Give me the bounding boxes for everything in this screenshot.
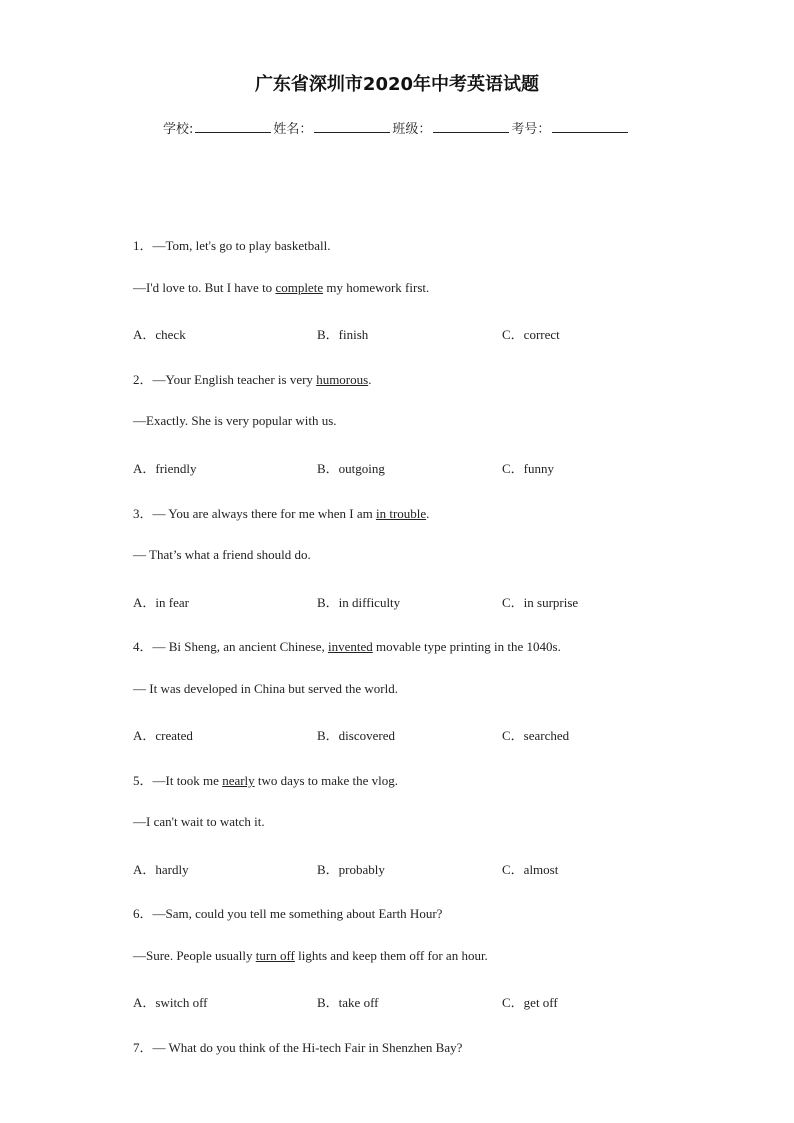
question-1-response <box>133 280 429 296</box>
question-5-option-b[interactable]: B．probably <box>317 862 385 877</box>
question-text: . <box>368 372 372 387</box>
underlined-word: invented <box>327 639 373 654</box>
class-blank[interactable] <box>433 119 509 133</box>
question-4-prompt <box>133 636 561 655</box>
underlined-word: complete <box>275 280 324 295</box>
question-2-option-a[interactable]: A．friendly <box>133 461 197 476</box>
name-label: 姓名： <box>273 122 313 137</box>
question-text: 1．—Tom, let's go to play basketball. <box>133 238 331 253</box>
question-5-option-a[interactable]: A．hardly <box>133 862 189 877</box>
question-text: 3．— You are always there for me when I am <box>133 506 376 521</box>
question-2-option-b[interactable]: B．outgoing <box>317 461 385 476</box>
underlined-word: humorous <box>316 372 369 387</box>
question-4-option-c[interactable]: C．searched <box>502 728 570 743</box>
underlined-word: in trouble <box>375 506 427 521</box>
school-label: 学校: <box>163 122 194 137</box>
question-text: 4．— Bi Sheng, an ancient Chinese, <box>133 639 328 654</box>
underlined-word: nearly <box>222 773 255 788</box>
page-title: 广东省深圳市2020年中考英语试题 <box>254 74 540 95</box>
response-text: — It was developed in China but served the world. <box>133 681 398 696</box>
question-2-option-c[interactable]: C．funny <box>502 461 555 476</box>
question-6-prompt <box>133 903 442 922</box>
question-3-prompt <box>133 503 429 522</box>
response-text: —I can't wait to watch it. <box>133 814 265 829</box>
question-6-option-a[interactable]: A．switch off <box>133 995 208 1010</box>
response-text: lights and keep them off for an hour. <box>294 948 488 963</box>
question-text: 7．— What do you think of the Hi-tech Fair in Shenzhen Bay? <box>133 1040 463 1055</box>
question-1-option-b[interactable]: B．finish <box>317 327 369 342</box>
question-text: 6．—Sam, could you tell me something about Earth Hour? <box>133 906 443 921</box>
question-6-response <box>133 948 488 964</box>
response-text: —Exactly. She is very popular with us. <box>133 413 337 428</box>
school-blank[interactable] <box>195 119 271 133</box>
underlined-word: turn off <box>255 948 295 963</box>
question-3-response <box>133 547 311 563</box>
question-3-option-a[interactable]: A．in fear <box>133 595 189 610</box>
question-1-option-a[interactable]: A．check <box>133 327 186 342</box>
question-3-option-b[interactable]: B．in difficulty <box>317 595 401 610</box>
question-text: two days to make the vlog. <box>254 773 399 788</box>
response-text: — That’s what a friend should do. <box>133 547 311 562</box>
response-text: —I'd love to. But I have to <box>133 280 276 295</box>
class-label: 班级： <box>392 122 432 137</box>
question-5-response <box>133 814 265 830</box>
question-7-prompt <box>133 1037 462 1056</box>
exam-no-blank[interactable] <box>552 119 628 133</box>
question-4-option-a[interactable]: A．created <box>133 728 193 743</box>
response-text: my homework first. <box>323 280 430 295</box>
question-3-option-c[interactable]: C．in surprise <box>502 595 579 610</box>
question-4-response <box>133 681 398 697</box>
question-1-prompt <box>133 235 331 254</box>
question-6-option-b[interactable]: B．take off <box>317 995 379 1010</box>
question-text: movable type printing in the 1040s. <box>372 639 561 654</box>
exam-no-label: 考号： <box>511 122 551 137</box>
question-4-option-b[interactable]: B．discovered <box>317 728 395 743</box>
name-blank[interactable] <box>314 119 390 133</box>
question-5-prompt <box>133 770 398 789</box>
question-text: 2．—Your English teacher is very <box>133 372 317 387</box>
question-6-option-c[interactable]: C．get off <box>502 995 558 1010</box>
question-1-option-c[interactable]: C．correct <box>502 327 560 342</box>
question-2-response <box>133 413 337 429</box>
question-text: . <box>426 506 430 521</box>
question-5-option-c[interactable]: C．almost <box>502 862 559 877</box>
student-info-row <box>163 118 630 137</box>
response-text: —Sure. People usually <box>133 948 256 963</box>
question-text: 5．—It took me <box>133 773 223 788</box>
question-2-prompt <box>133 369 371 388</box>
